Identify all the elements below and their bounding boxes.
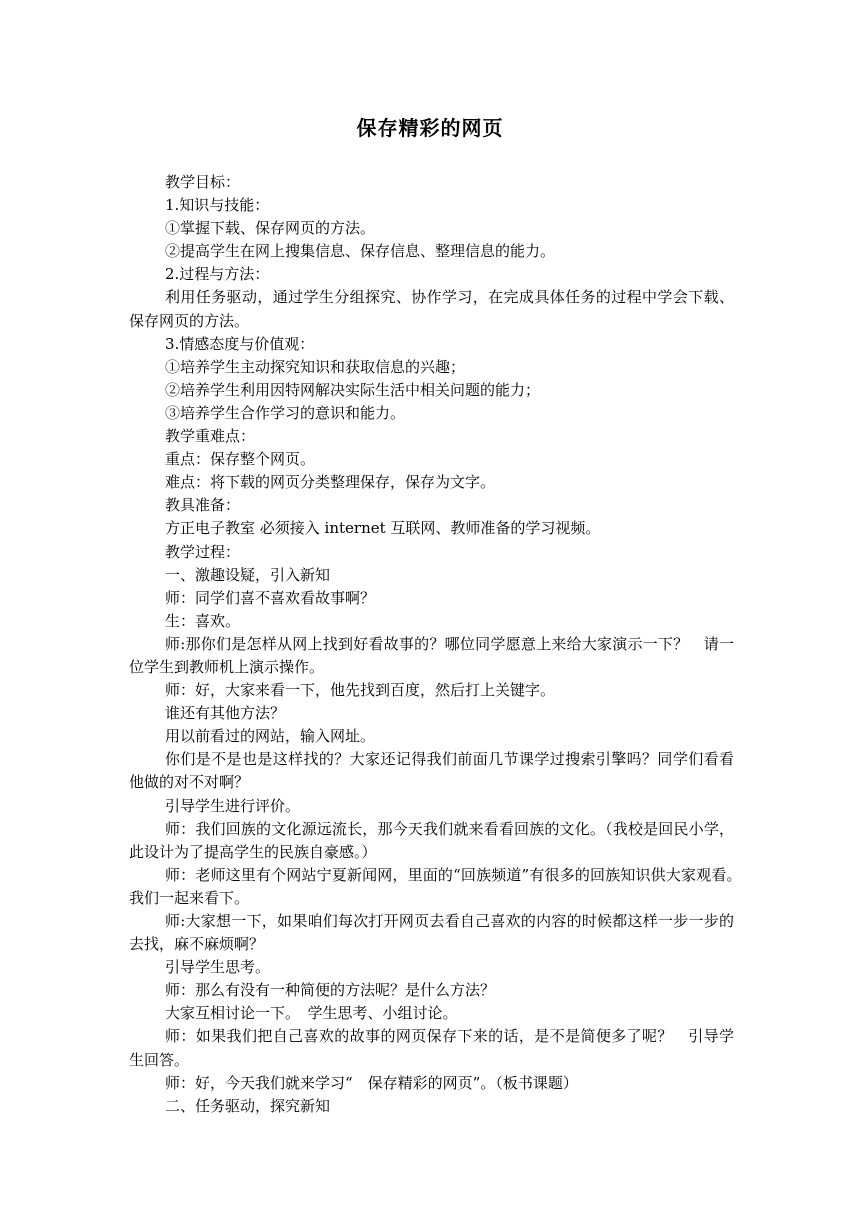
paragraph: 师：同学们喜不喜欢看故事啊？ <box>165 588 376 607</box>
paragraph: ②提高学生在网上搜集信息、保存信息、整理信息的能力。 <box>165 242 556 261</box>
document-body <box>129 171 750 1118</box>
paragraph: 师：老师这里有个网站宁夏新闻网，里面的“回族频道”有很多的回族知识供大家观看。 我们一起来看下。 <box>129 865 750 907</box>
paragraph: 用以前看过的网站，输入网址。 <box>165 727 376 746</box>
paragraph: 你们是不是也是这样找的？大家还记得我们前面几节课学过搜索引擎吗？同学们看看他做的对不对啊？ <box>129 750 734 792</box>
paragraph: 师：好，大家来看一下，他先找到百度，然后打上关键字。 <box>165 681 556 700</box>
paragraph: 生：喜欢。 <box>165 611 241 630</box>
paragraph: 谁还有其他方法？ <box>165 704 286 723</box>
paragraph: 师:大家想一下，如果咱们每次打开网页去看自己喜欢的内容的时候都这样一步一步的去找，麻不麻烦啊？ <box>129 912 734 954</box>
paragraph: ①掌握下载、保存网页的方法。 <box>165 219 376 238</box>
paragraph: 师：好，今天我们就来学习“ 保存精彩的网页”。（板书课题） <box>165 1073 578 1092</box>
paragraph: 师：如果我们把自己喜欢的故事的网页保存下来的话，是不是简便多了呢？ 引导学生回答。 <box>129 1027 734 1069</box>
paragraph: 方正电子教室 必须接入 internet 互联网、教师准备的学习视频。 <box>165 519 601 538</box>
paragraph: 引导学生思考。 <box>165 958 271 977</box>
paragraph: 师：那么有没有一种简便的方法呢？是什么方法？ <box>165 981 496 1000</box>
paragraph: ③培养学生合作学习的意识和能力。 <box>165 403 406 422</box>
paragraph: 师:那你们是怎样从网上找到好看故事的？哪位同学愿意上来给大家演示一下？ 请一位学生到教师机上演示操作。 <box>129 634 734 676</box>
paragraph: 一、激趣设疑，引入新知 <box>165 565 331 584</box>
paragraph: 教学重难点： <box>165 427 256 446</box>
paragraph: 教学目标： <box>165 173 241 191</box>
paragraph: 教学过程： <box>165 542 241 561</box>
paragraph: ②培养学生利用因特网解决实际生活中相关问题的能力； <box>165 380 541 399</box>
paragraph: 二、任务驱动，探究新知 <box>165 1096 331 1115</box>
paragraph: 大家互相讨论一下。 学生思考、小组讨论。 <box>165 1004 458 1023</box>
document-title: 保存精彩的网页 <box>356 116 504 140</box>
paragraph: 3.情感态度与价值观： <box>165 334 315 353</box>
paragraph: 1.知识与技能： <box>165 196 270 215</box>
paragraph: 重点：保存整个网页。 <box>165 450 316 469</box>
paragraph: 引导学生进行评价。 <box>165 796 301 815</box>
paragraph: 难点：将下载的网页分类整理保存，保存为文字。 <box>165 473 496 492</box>
paragraph: 师：我们回族的文化源远流长，那今天我们就来看看回族的文化。（我校是回民小学，此设计为了提高学生的民族自豪感。） <box>129 819 734 861</box>
paragraph: 2.过程与方法： <box>165 265 270 284</box>
paragraph: 利用任务驱动，通过学生分组探究、协作学习，在完成具体任务的过程中学会下载、保存网页的方法。 <box>129 288 734 330</box>
paragraph: ①培养学生主动探究知识和获取信息的兴趣； <box>165 357 466 376</box>
paragraph: 教具准备： <box>165 496 241 515</box>
